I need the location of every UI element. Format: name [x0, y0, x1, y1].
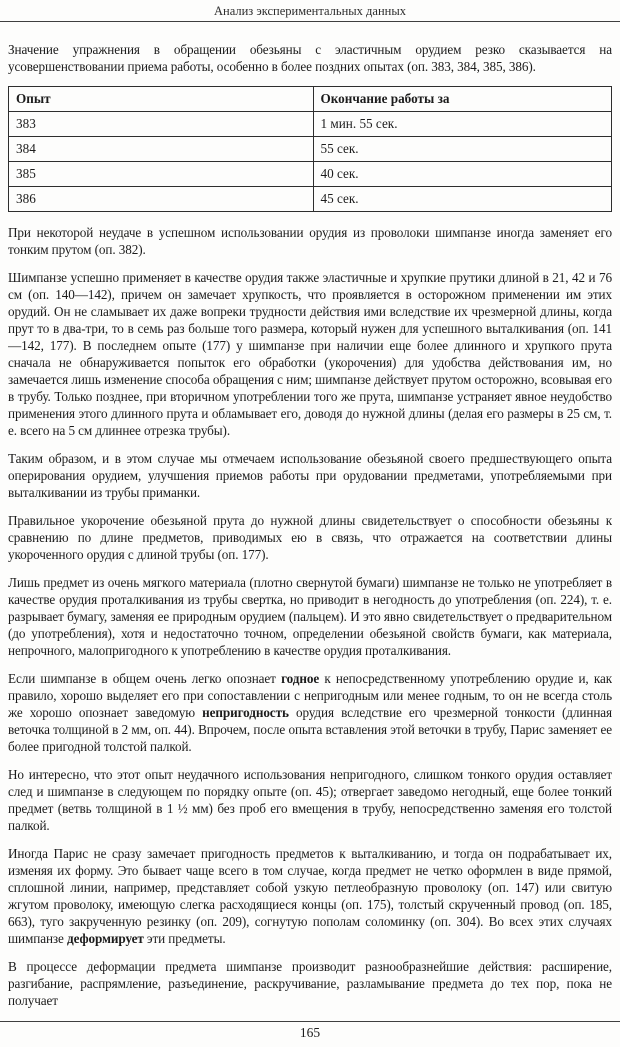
text-run: Шимпанзе успешно применяет в качестве орудия также эластичные и хрупкие прутики длиной в 21, 42 и 76 см (оп. 140—142), причем он замечает хрупкость, что проявляется в осторожном применении им этих орудий. Он не сламывает их даже вопреки трудности действия ими вследствие их чрезмерной длины, когда прут то в два-три, то в семь раз больше того размера, который нужен для успешного выталкивания (оп. 141—142, 177). В последнем опыте (177) у шимпанзе при наличии еще более длинного и хрупкого прута сначала не обнаруживается попыток его обработки (укорочения) для удобства действования им, но замечается лишь изменение способа обращения с ним; шимпанзе действует прутом осторожно, всовывая его в трубу. Только позднее, при вторичном употреблении того же прута, шимпанзе устраняет явное неудобство применения этого длинного прута и обламывает его, доводя до нужной длины (делая его размеры в 25 см, т. е. всего на 5 см длиннее отрезка трубы).	[8, 270, 612, 438]
text-run: Если шимпанзе в общем очень легко опознает	[8, 671, 282, 686]
paragraph-deformation-cases	[8, 845, 612, 947]
emphasized-text: непригодность	[202, 705, 289, 720]
table-cell: 384	[9, 137, 314, 162]
text-run: В процессе деформации предмета шимпанзе производит разнообразнейшие действия: расширение, разгибание, распрямление, разъединение, раскручивание, разламывание предмета до тех пор, пока не получает	[8, 959, 612, 1008]
paragraph-failed-attempt-trace	[8, 766, 612, 834]
text-run: При некоторой неудаче в успешном использовании орудия из проволоки шимпанзе иногда заменяет его тонким прутом (оп. 382).	[8, 225, 612, 257]
paragraph-prior-experience	[8, 450, 612, 501]
text-run: Правильное укорочение обезьяной прута до нужной длины свидетельствует о способности обезьяны к сравнению по длине предметов, приводимых ею в связь, что отражается на соответствии длины укороченного орудия с длиной трубы (оп. 177).	[8, 513, 612, 562]
table-row	[9, 137, 612, 162]
paragraph-intro	[8, 41, 612, 75]
text-run: Иногда Парис не сразу замечает пригодность предметов к выталкиванию, и тогда он подрабатывает их, изменяя их форму. Это бывает чаще всего в том случае, когда предмет не четко оформлен в виде прямой, сплошной линии, например, представляет собой узкую петлеобразную проволоку (оп. 147) или свитую жгутом проволоку, имеющую слегка расходящиеся концы (оп. 175), толстый скрученный провод (оп. 185, 663), туго закрученную резинку (оп. 209), согнутую пополам соломинку (оп. 304). Во всех этих случаях шимпанзе	[8, 846, 612, 946]
paragraph-fragile-twigs	[8, 269, 612, 439]
table-cell: 55 сек.	[313, 137, 612, 162]
text-run: Но интересно, что этот опыт неудачного использования непригодного, слишком тонкого орудия оставляет след и шимпанзе в следующем по порядку опыте (оп. 45); отвергает заведомо негодный, еще более тонкий предмет (ветвь толщиной в 1 ½ мм) без проб его вмещения в трубу, непосредственно заменяя его толстой палкой.	[8, 767, 612, 833]
paragraph-wire-replacement	[8, 224, 612, 258]
text-run: Таким образом, и в этом случае мы отмечаем использование обезьяной своего предшествующего опыта оперирования орудием, улучшения приемов работы при орудовании предметами, употребляемыми при выталкивании из трубы приманки.	[8, 451, 612, 500]
paragraph-suitability-recognition	[8, 670, 612, 755]
text-run: орудия вследствие его чрезмерной тонкости (длинная веточка толщиной в 2 мм, оп. 44). Впрочем, после опыта вставления этой веточки в трубу, Парис заменяет ее более пригодной толстой палкой.	[8, 705, 612, 754]
page-footer	[0, 1021, 620, 1047]
table-cell: 386	[9, 187, 314, 212]
page-body	[8, 21, 612, 1021]
table-cell: 383	[9, 112, 314, 137]
emphasized-text: годное	[281, 671, 320, 686]
table-cell: 45 сек.	[313, 187, 612, 212]
paragraph-soft-material	[8, 574, 612, 659]
text-run: эти предметы.	[143, 931, 226, 946]
paragraph-deformation-actions	[8, 958, 612, 1009]
page-number: 165	[299, 1025, 321, 1040]
table-row	[9, 162, 612, 187]
table-header-row	[9, 87, 612, 112]
text-run: к непосредственному употреблению орудие и, как правило, хорошо выделяет его при сопоставлении с непригодным или менее годным, то он не всегда столь же хорошо опознает заведомую	[8, 671, 612, 720]
running-header-title: Анализ экспериментальных данных	[214, 4, 406, 18]
table-body	[9, 112, 612, 212]
table-row	[9, 187, 612, 212]
table-cell: 40 сек.	[313, 162, 612, 187]
emphasized-text: деформирует	[67, 931, 144, 946]
text-run: Значение упражнения в обращении обезьяны с эластичным орудием резко сказывается на усовершенствовании приема работы, особенно в более поздних опытах (оп. 383, 384, 385, 386).	[8, 42, 612, 74]
table-row	[9, 112, 612, 137]
page-header	[0, 0, 620, 22]
table-header-experiment: Опыт	[9, 87, 314, 112]
table-cell: 385	[9, 162, 314, 187]
table-header-completion-time: Окончание работы за	[313, 87, 612, 112]
paragraph-length-comparison	[8, 512, 612, 563]
text-run: Лишь предмет из очень мягкого материала (плотно свернутой бумаги) шимпанзе не только не употребляет в качестве орудия проталкивания из трубы свертка, но приводит в негодность до употребления (оп. 224), т. е. разрывает бумагу, заменяя ее природным орудием (пальцем). И это явно свидетельствует о предварительном (до употребления), хотя и недостаточно точном, определении обезьяной свойств бумаги, как материала, непрочного, малопригодного к употреблению в качестве орудия проталкивания.	[8, 575, 612, 658]
table-cell: 1 мин. 55 сек.	[313, 112, 612, 137]
experiments-table	[8, 86, 612, 212]
